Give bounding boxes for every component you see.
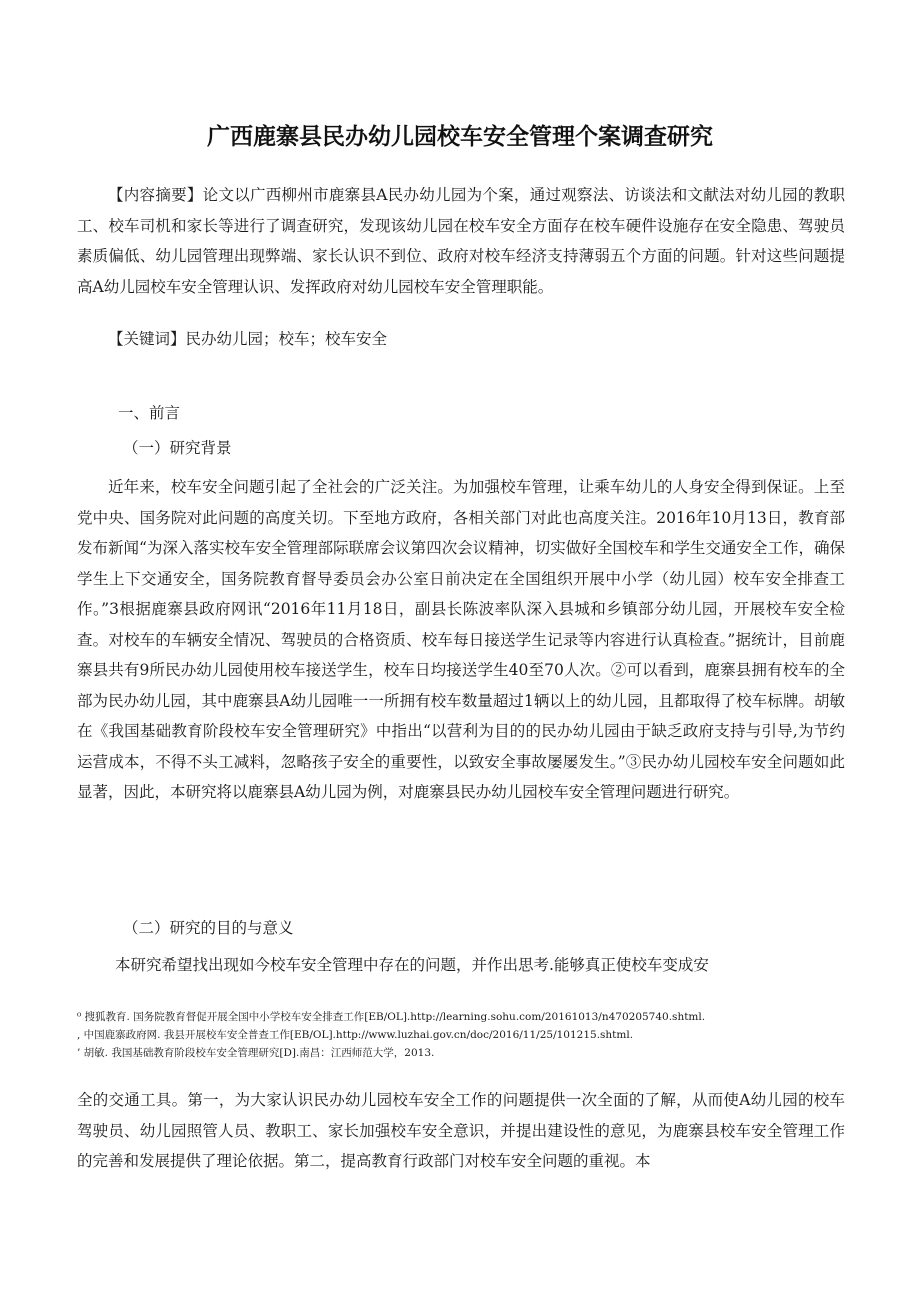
footnotes (77, 1008, 857, 1062)
subsection-heading-purpose: （二）研究的目的与意义 (123, 919, 294, 937)
purpose-paragraph-start: 本研究希望找出现如今校车安全管理中存在的问题，并作出思考.能够真正使校车变成安 (115, 956, 709, 974)
keywords-line: 【关键词】民办幼儿园；校车；校车安全 (108, 330, 388, 348)
background-paragraph: 近年来，校车安全问题引起了全社会的广泛关注。为加强校车管理，让乘车幼儿的人身安全得到保证。上至党中央、国务院对此问题的高度关切。下至地方政府，各相关部门对此也高度关注。2016年10月13日，教育部发布新闻“为深入落实校车安全管理部际联席会议第四次会议精神，切实做好全国校车和学生交通安全工作，确保学生上下交通安全，国务院教育督导委员会办公室日前决定在全国组织开展中小学（幼儿园）校车安全排查工作。”3根据鹿寨县政府网讯“2016年11月18日，副县长陈波率队深入县城和乡镇部分幼儿园，开展校车安全检查。对校车的车辆安全情况、驾驶员的合格资质、校车每日接送学生记录等内容进行认真检查。”据统计，目前鹿寨县共有9所民办幼儿园使用校车接送学生，校车日均接送学生40至70人次。②可以看到，鹿寨县拥有校车的全部为民办幼儿园，其中鹿寨县A幼儿园唯一一所拥有校车数量超过1辆以上的幼儿园，且都取得了校车标牌。胡敏在《我国基础教育阶段校车安全管理研究》中指出“以营利为目的的民办幼儿园由于缺乏政府支持与引导,为节约运营成本，不得不头工减料，忽略孩子安全的重要性，以致安全事故屡屡发生。”③民办幼儿园校车安全问题如此显著，因此，本研究将以鹿寨县A幼儿园为例，对鹿寨县民办幼儿园校车安全管理问题进行研究。 (77, 478, 845, 801)
abstract-paragraph: 【内容摘要】论文以广西柳州市鹿寨县A民办幼儿园为个案，通过观察法、访谈法和文献法对幼儿园的教职工、校车司机和家长等进行了调查研究，发现该幼儿园在校车安全方面存在校车硬件设施存在安全隐患、驾驶员素质偏低、幼儿园管理出现弊端、家长认识不到位、政府对校车经济支持薄弱五个方面的问题。针对这些问题提高A幼儿园校车安全管理认识、发挥政府对幼儿园校车安全管理职能。 (77, 186, 845, 296)
section-heading-preface: 一、前言 (118, 404, 181, 422)
purpose-paragraph-continued: 全的交通工具。第一，为大家认识民办幼儿园校车安全工作的问题提供一次全面的了解，从而使A幼儿园的校车驾驶员、幼儿园照管人员、教职工、家长加强校车安全意识，并提出建设性的意见，为鹿寨县校车安全管理工作的完善和发展提供了理论依据。第二，提高教育行政部门对校车安全问题的重视。本 (77, 1091, 845, 1170)
subsection-heading-background: （一）研究背景 (123, 439, 232, 457)
footnote-3: ’ 胡敏. 我国基础教育阶段校车安全管理研究[D].南昌：江西师范大学，2013. (77, 1047, 435, 1059)
footnote-2: , 中国鹿寨政府网. 我县开展校车安全普查工作[EB/OL].http://www.luzhai.gov.cn/doc/2016/11/25/101215.shtml. (77, 1029, 634, 1041)
footnote-1: ⁰ 搜狐教育. 国务院教育督促开展全国中小学校车安全排查工作[EB/OL].http://learning.sohu.com/20161013/n470205740.shtml. (77, 1011, 706, 1023)
paper-title: 广西鹿寨县民办幼儿园校车安全管理个案调查研究 (207, 124, 713, 150)
